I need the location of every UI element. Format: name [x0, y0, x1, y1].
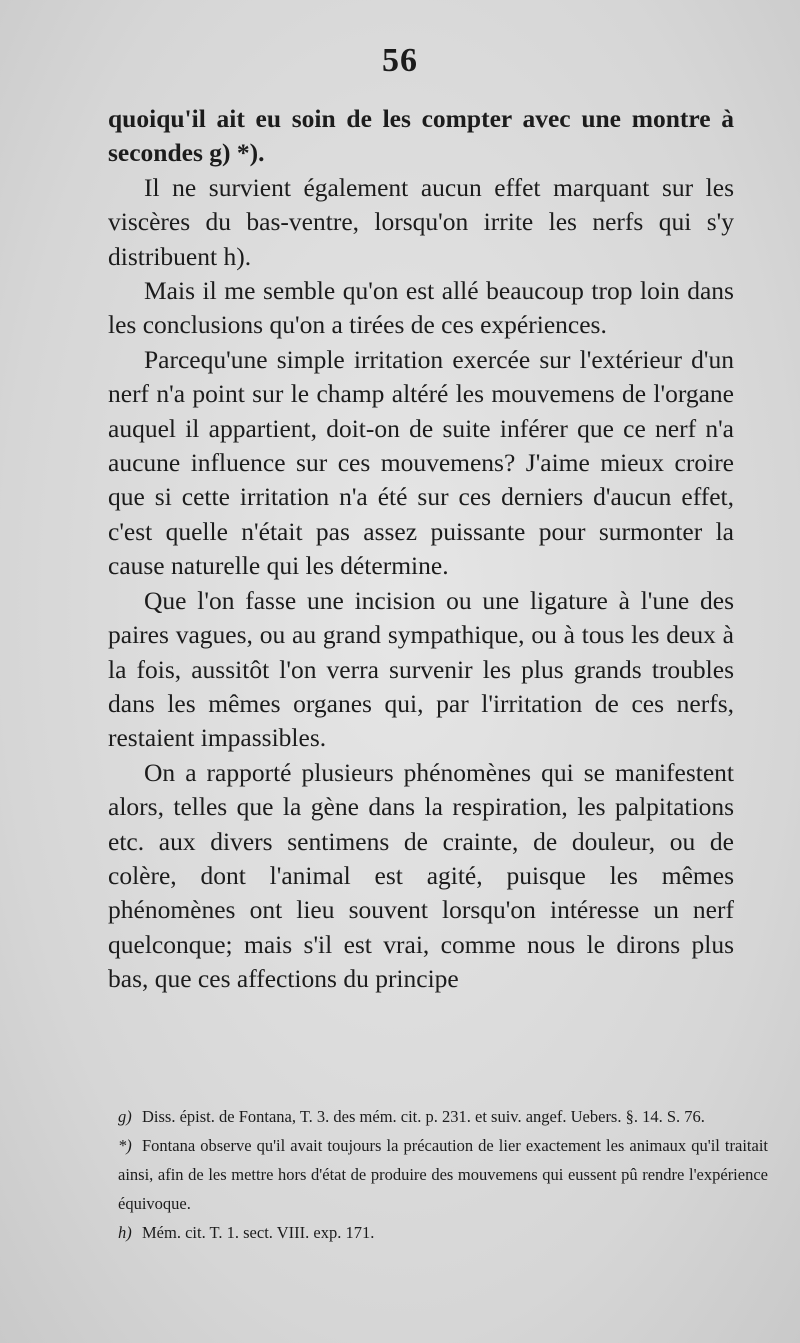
- paragraph-6: On a rapporté plusieurs phénomènes qui se manifestent alors, telles que la gène dans la respiration, les palpitations etc. aux divers sentimens de crainte, de douleur, ou de colère, dont l'animal est agité, puisque les mêmes phénomènes ont lieu souvent lorsqu'on intéresse un nerf quelconque; mais s'il est vrai, comme nous le dirons plus bas, que ces affections du principe: [108, 757, 734, 994]
- main-text: [108, 102, 734, 997]
- paragraph-1: quoiqu'il ait eu soin de les compter avec une montre à secondes g) *).: [108, 104, 734, 168]
- footnotes: [118, 1102, 768, 1247]
- page-number: 56: [382, 42, 418, 79]
- paragraph-4: Parcequ'une simple irritation exercée sur l'extérieur d'un nerf n'a point sur le champ altéré les mouvemens de l'organe auquel il appartient, doit-on de suite inférer que ce nerf n'a aucune influence sur ces mouvemens? J'aime mieux croire que si cette irritation n'a été sur ces derniers d'aucun effet, c'est quelle n'était pas assez puissante pour surmonter la cause naturelle qui les détermine.: [108, 344, 734, 581]
- footnote-text: Fontana observe qu'il avait toujours la précaution de lier exactement les animaux qu'il traitait ainsi, afin de les mettre hors d'état de produire des mouvemens qui eussent pû rendre l'expérience équivoque.: [118, 1136, 768, 1213]
- footnote-g: [118, 1102, 768, 1131]
- footnote-mark: g): [118, 1107, 132, 1126]
- paragraph-5: Que l'on fasse une incision ou une ligature à l'une des paires vagues, ou au grand sympathique, ou à tous les deux à la fois, aussitôt l'on verra survenir les plus grands troubles dans les mêmes organes qui, par l'irritation de ces nerfs, restaient impassibles.: [108, 585, 734, 753]
- paragraph-3: Mais il me semble qu'on est allé beaucoup trop loin dans les conclusions qu'on a tirées de ces expériences.: [108, 276, 734, 340]
- footnote-star: [118, 1131, 768, 1218]
- footnote-mark: *): [118, 1136, 132, 1155]
- paragraph-2: Il ne survient également aucun effet marquant sur les viscères du bas-ventre, lorsqu'on irrite les nerfs qui s'y distribuent h).: [108, 172, 734, 271]
- footnote-text: Diss. épist. de Fontana, T. 3. des mém. cit. p. 231. et suiv. angef. Uebers. §. 14. S. 76.: [142, 1107, 705, 1126]
- footnote-mark: h): [118, 1223, 132, 1242]
- footnote-text: Mém. cit. T. 1. sect. VIII. exp. 171.: [142, 1223, 375, 1242]
- footnote-h: [118, 1218, 768, 1247]
